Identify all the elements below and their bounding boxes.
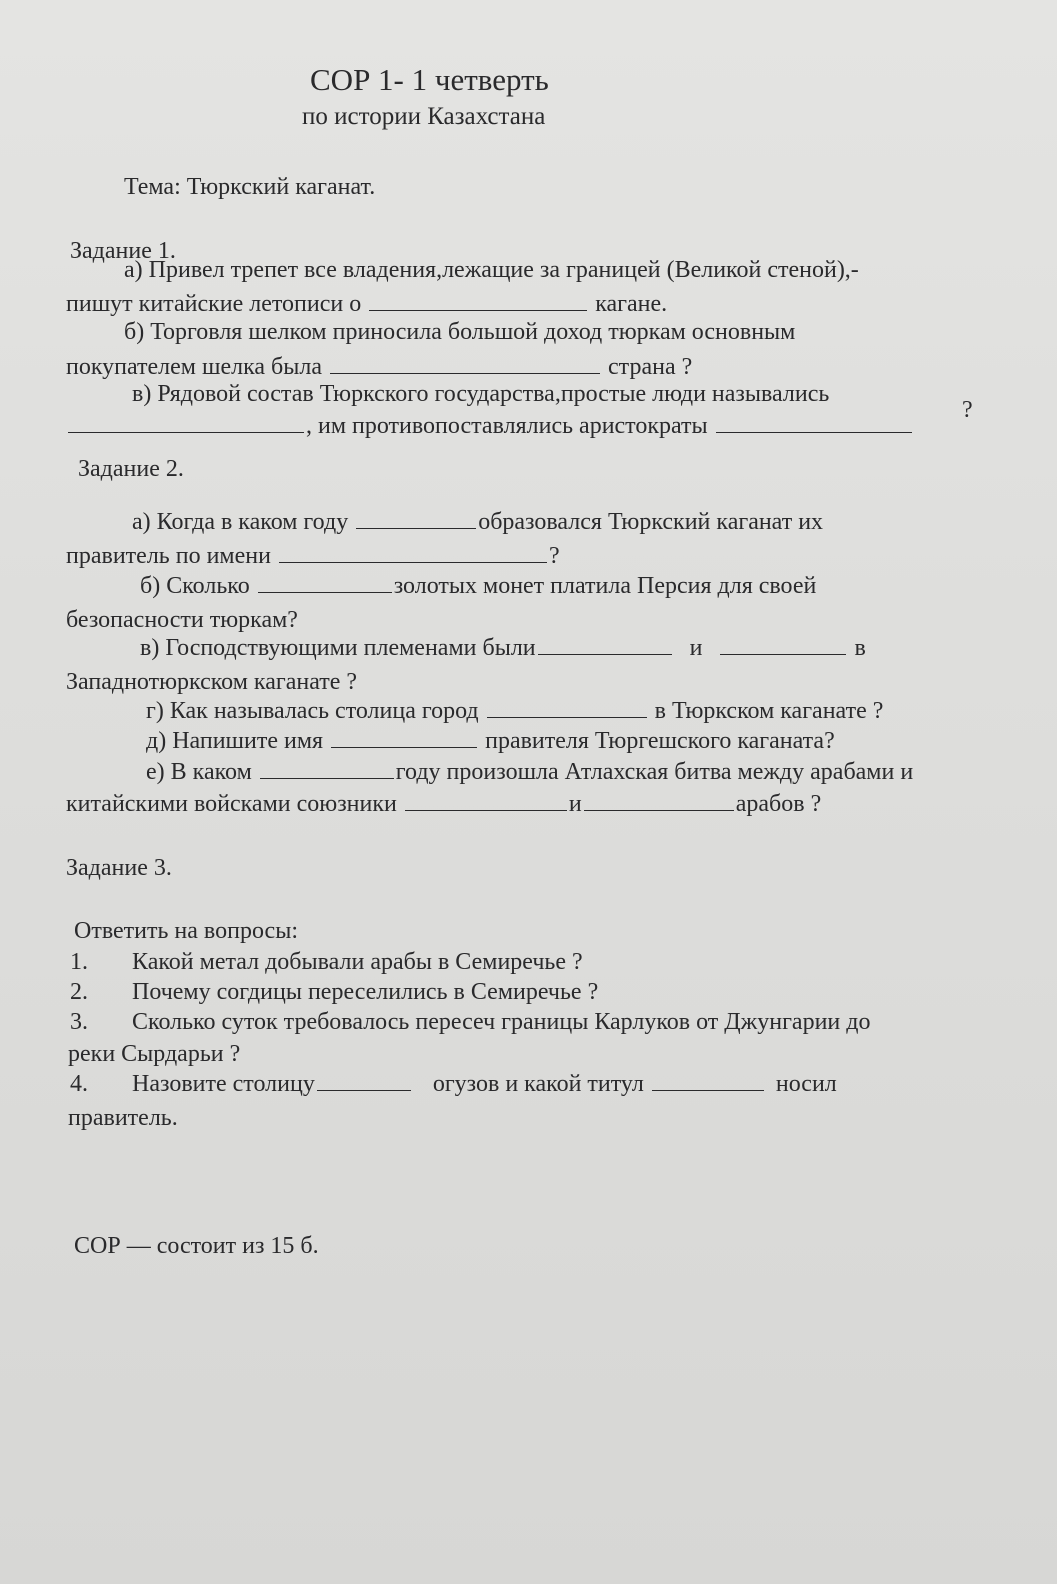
task1-a-line2 [66, 290, 667, 318]
task1-b-line1: б) Торговля шелком приносила большой доход тюркам основным [124, 319, 796, 345]
task3-q3-number: 3. [70, 1009, 88, 1035]
task1-b-line2 [66, 353, 692, 381]
task2-a-text-before: а) Когда в каком году [132, 509, 349, 535]
task3-question-3 [70, 1008, 870, 1036]
task2-d-text-before: г) Как называлась столица город [146, 698, 479, 724]
task2-f-text-before: е) В каком [146, 759, 252, 785]
task3-q4-blank-capital [317, 1070, 411, 1091]
task2-f-blank-ally1 [405, 790, 567, 811]
task1-c-line1: в) Рядовой состав Тюркского государства,простые люди назывались [132, 381, 830, 407]
task1-heading: Задание 1. [70, 238, 176, 264]
task2-heading: Задание 2. [78, 456, 184, 482]
task3-q4-line2: правитель. [68, 1105, 178, 1131]
task1-a-line1: а) Привел трепет все владения,лежащие за границей (Великой стеной),- [124, 257, 859, 283]
task2-c-line2: Западнотюркском каганате ? [66, 669, 358, 695]
task1-a-blank [369, 290, 587, 311]
task1-b-blank [330, 353, 600, 374]
task2-e-line [146, 727, 835, 755]
task2-e-text-after: правителя Тюргешского каганата? [485, 728, 835, 754]
task2-a-blank-ruler [279, 542, 547, 563]
task2-b-line1 [140, 572, 816, 600]
task3-q4-text-before: Назовите столицу [132, 1071, 315, 1097]
task2-c-line1 [140, 634, 866, 662]
task2-c-blank-tribe1 [538, 634, 672, 655]
task2-f-blank-ally2 [584, 790, 734, 811]
task2-f-line1 [146, 758, 913, 786]
task2-c-text-before: в) Господствующими племенами были [140, 635, 536, 661]
task3-question-2 [70, 978, 598, 1006]
task2-f-text-allies: китайскими войсками союзники [66, 791, 397, 817]
page-subtitle: по истории Казахстана [302, 103, 546, 130]
task3-q3-line2: реки Сырдарьи ? [68, 1041, 241, 1067]
task2-f-blank-year [260, 758, 394, 779]
task3-q4-text-after: носил [775, 1071, 837, 1097]
page-title: СОР 1- 1 четверть [310, 62, 549, 97]
task2-f-text-arabs: арабов ? [735, 791, 822, 817]
topic-line: Тема: Тюркский каганат. [124, 174, 376, 200]
task2-e-text-before: д) Напишите имя [146, 728, 324, 754]
task3-q3-text: Сколько суток требовалось пересеч границы Карлуков от Джунгарии до [132, 1009, 871, 1035]
task2-c-and: и [689, 635, 703, 661]
task2-f-line2 [66, 790, 821, 818]
task2-b-text-after: золотых монет платила Персия для своей [393, 573, 817, 599]
task2-d-line [146, 697, 883, 725]
task2-a-qmark: ? [548, 543, 560, 569]
task1-c-qmark: ? [962, 397, 973, 423]
task1-c-text-mid: , им противопоставлялись аристократы [306, 413, 708, 439]
task3-q1-number: 1. [70, 949, 88, 975]
task3-question-1 [70, 948, 583, 976]
task1-b-text-before: покупателем шелка была [66, 354, 323, 380]
task3-q4-number: 4. [70, 1071, 88, 1097]
task3-q2-number: 2. [70, 979, 88, 1005]
task1-c-blank-common [68, 412, 304, 433]
task1-a-text-after: кагане. [595, 291, 668, 317]
task2-d-text-after: в Тюркском каганате ? [654, 698, 884, 724]
task1-c-blank-aristocrats [716, 412, 912, 433]
task3-q2-text: Почему согдицы переселились в Семиречье ? [132, 979, 599, 1005]
task2-d-blank [487, 697, 647, 718]
task2-c-in: в [854, 635, 866, 661]
task2-b-line2: безопасности тюркам? [66, 607, 298, 633]
task2-b-blank [258, 572, 392, 593]
task1-b-text-after: страна ? [608, 354, 693, 380]
task3-q4-text-mid: огузов и какой титул [432, 1071, 644, 1097]
task2-b-text-before: б) Сколько [140, 573, 250, 599]
task3-heading: Задание 3. [66, 855, 172, 881]
task3-intro: Ответить на вопросы: [74, 918, 298, 944]
task3-q1-text: Какой метал добывали арабы в Семиречье ? [132, 949, 583, 975]
task2-f-and: и [568, 791, 582, 817]
task2-e-blank [331, 727, 477, 748]
task1-c-line2 [66, 412, 914, 440]
task2-a-text-ruler: правитель по имени [66, 543, 271, 569]
task2-a-line2 [66, 542, 560, 570]
task2-c-blank-tribe2 [720, 634, 846, 655]
task2-a-blank-year [356, 508, 476, 529]
task2-a-text-after: образовался Тюркский каганат их [478, 509, 824, 535]
task3-question-4 [70, 1070, 837, 1098]
total-points: СОР — состоит из 15 б. [74, 1233, 319, 1259]
task2-a-line1 [132, 508, 823, 536]
task1-a-text-before: пишут китайские летописи о [66, 291, 362, 317]
task2-f-text-after: году произошла Атлахская битва между арабами и [395, 759, 914, 785]
task3-q4-blank-title [652, 1070, 764, 1091]
